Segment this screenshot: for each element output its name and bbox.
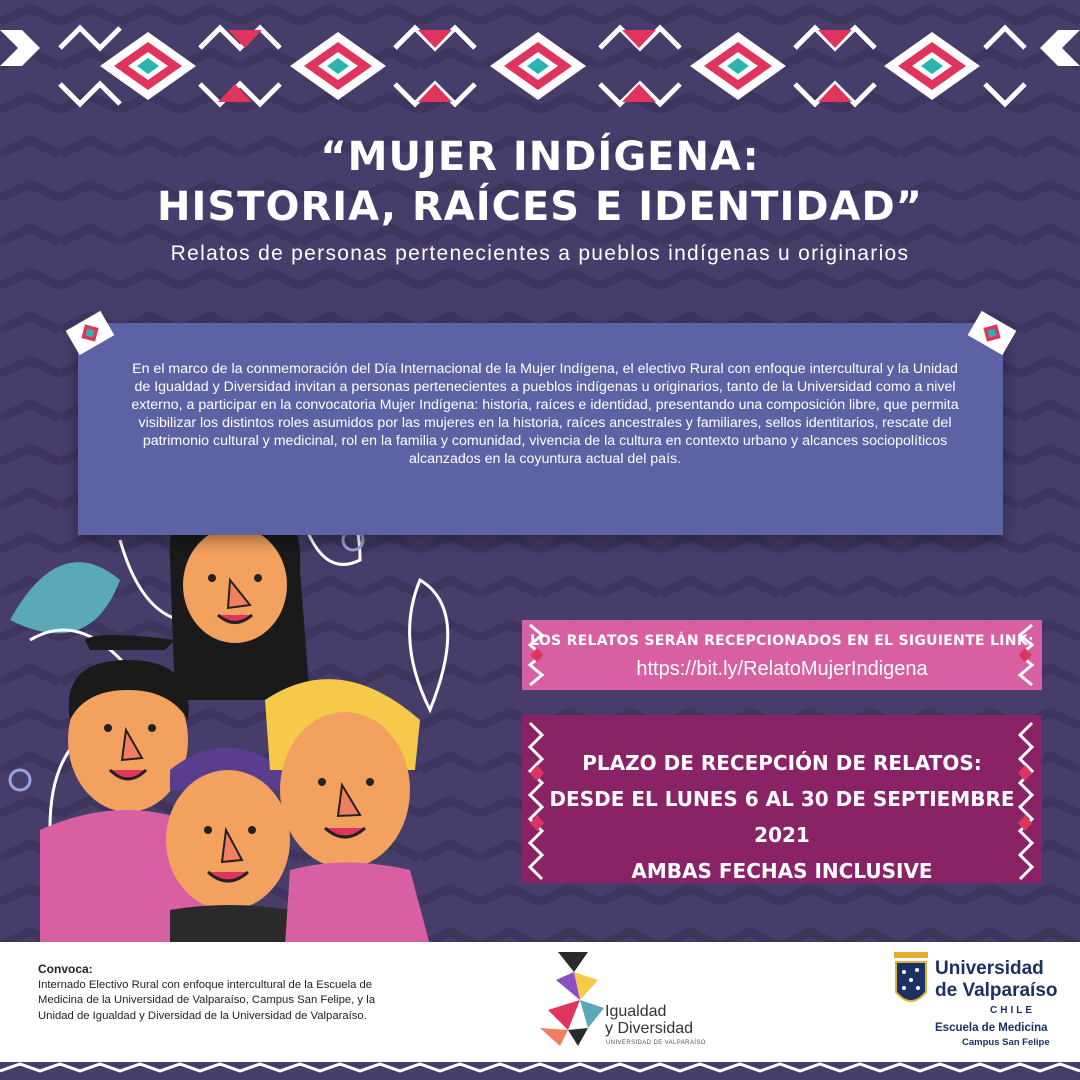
- university-name-line-1: Universidad: [935, 958, 1044, 979]
- organizers-text: Internado Electivo Rural con enfoque intercultural de la Escuela de Medicina de la Universidad de Valparaíso, Campus San Felipe, y la Unidad de Igualdad y Diversidad de la Universidad de Valparaíso.: [38, 978, 375, 1022]
- igualdad-diversidad-logo-icon: [538, 950, 608, 1048]
- igualdad-diversidad-logo-text: [605, 1003, 693, 1037]
- organizers-heading: Convoca:: [38, 962, 93, 976]
- university-country: CHILE: [990, 1005, 1035, 1016]
- link-label: LOS RELATOS SERÁN RECEPCIONADOS EN EL SIGUIENTE LINK:: [530, 633, 1034, 649]
- iyd-line-1: Igualdad: [605, 1003, 667, 1020]
- iyd-subtext: UNIVERSIDAD DE VALPARAÍSO: [606, 1040, 706, 1046]
- ribbon-end-right-icon: [964, 305, 1020, 361]
- top-decorative-band: [0, 0, 1080, 110]
- bottom-decorative-band: [0, 1062, 1080, 1080]
- event-title: [0, 132, 1080, 232]
- university-name-line-2: de Valparaíso: [935, 980, 1058, 1001]
- ribbon-end-left-icon: [62, 305, 118, 361]
- event-subtitle: Relatos de personas pertenecientes a pueblos indígenas u originarios: [170, 242, 910, 265]
- deadline-line-3: AMBAS FECHAS INCLUSIVE: [631, 859, 933, 883]
- organizers-block: [38, 962, 388, 1024]
- title-line-2: HISTORIA, RAÍCES E IDENTIDAD”: [157, 184, 923, 230]
- university-school: Escuela de Medicina: [935, 1022, 1048, 1034]
- indigenous-women-illustration: [0, 490, 520, 945]
- title-line-1: “MUJER INDÍGENA:: [320, 134, 760, 180]
- deadline-line-1: PLAZO DE RECEPCIÓN DE RELATOS:: [582, 751, 982, 775]
- deadline-line-2: DESDE EL LUNES 6 AL 30 DE SEPTIEMBRE 2021: [549, 787, 1015, 847]
- university-crest-icon: [892, 950, 930, 1012]
- description-text: En el marco de la conmemoración del Día Internacional de la Mujer Indígena, el electivo Rural con enfoque intercultural y la Unidad de Igualdad y Diversidad invitan a personas pertenecientes a pueblos indígenas u originarios, tanto de la Universidad como a nivel externo, a participar en la convocatoria Mujer Indígena: historia, raíces e identidad, presentando una composición libre, que permita visibilizar los distintos roles asumidos por las mujeres en la historia, raíces ancestrales y familiares, sellos identitarios, rescate del patrimonio cultural y medicinal, rol en la familia y comunidad, vivencia de la cultura en contexto urbano y alcances sociopolíticos alcanzados en la coyuntura actual del país.: [131, 361, 959, 467]
- submission-link[interactable]: https://bit.ly/RelatoMujerIndigena: [636, 658, 928, 680]
- deadline-text: [522, 745, 1042, 889]
- university-campus: Campus San Felipe: [962, 1037, 1050, 1048]
- iyd-line-2: y Diversidad: [605, 1020, 694, 1037]
